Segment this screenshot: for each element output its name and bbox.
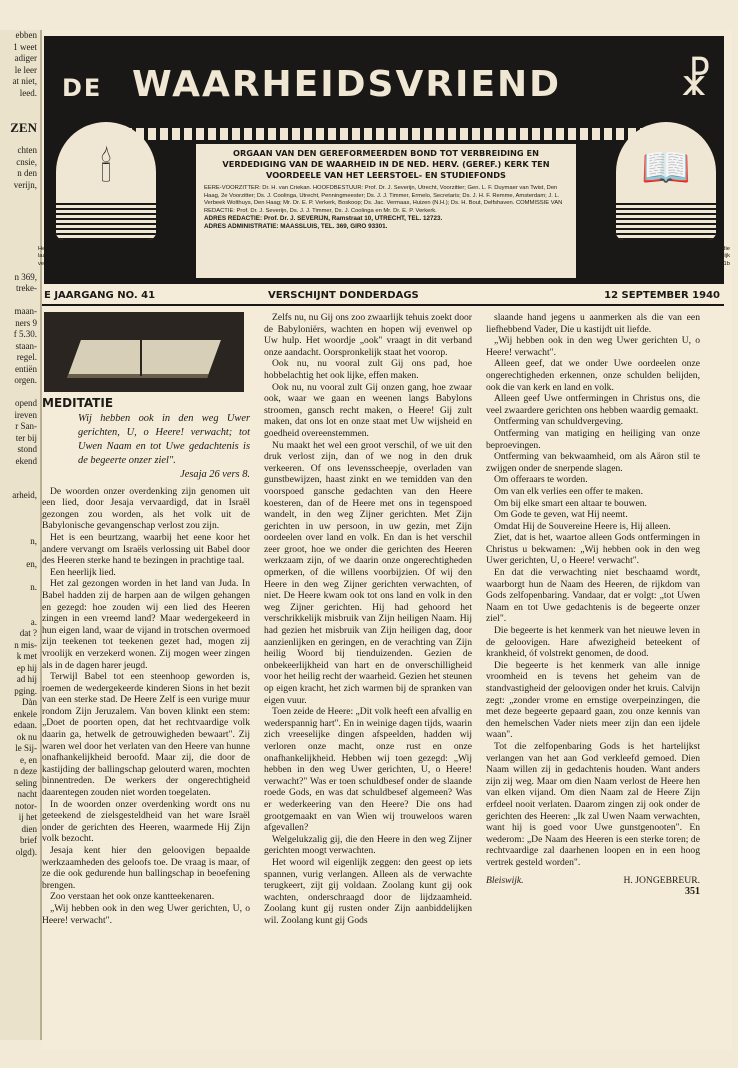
editor-address: ADRES REDACTIE: Prof. Dr. J. SEVERIJN, Ramstraat 10, UTRECHT, TEL. 12723. — [204, 215, 443, 223]
margin-fragment: stond — [17, 444, 37, 454]
margin-fragment: brief — [20, 835, 37, 845]
article-heading: MEDITATIE — [42, 396, 114, 410]
margin-fragment: chten — [17, 145, 37, 155]
open-bible-emblem-icon: 📖 — [616, 122, 716, 240]
paragraph: Het woord wil eigenlijk zeggen: den geest op iets spannen, vurig verlangen. Alleen als de verwachte terugkeert, zijt gij voldaan. Zoolang kunt gij ook wachten, onderschraagd door de lijdzaamheid. Zoolang kunt gij rusten onder Zijn aanbiddelijken wil. Zoolang kunt gij Gods — [264, 856, 472, 926]
margin-fragment: dien — [21, 823, 37, 834]
paragraph: Ontferming van matiging en heiliging van onze beproevingen. — [486, 427, 700, 451]
margin-fragment: ter bij — [15, 432, 37, 443]
paragraph: Welgelukzalig gij, die den Heere in den weg Zijner gerichten moogt verwachten. — [264, 833, 472, 857]
paragraph: „Wij hebben ook in den weg Uwer gerichten U, o Heere! verwacht". — [486, 335, 700, 358]
margin-fragment — [0, 605, 40, 617]
volume-number: E JAARGANG NO. 41 — [44, 290, 156, 301]
margin-fragment — [0, 571, 40, 583]
margin-fragment — [0, 203, 40, 215]
margin-fragment — [0, 548, 40, 560]
column-3-text — [486, 312, 700, 869]
paragraph: Het is een beurtzang, waarbij het eene koor het andere vervangt om Israëls verlossing uit Babel door des Heeren sterke hand te bezingen in prachtige taal. — [42, 531, 250, 567]
margin-fragment: n 369, — [14, 271, 37, 282]
margin-fragment: arheid, — [12, 490, 37, 500]
margin-fragment — [0, 260, 40, 272]
margin-fragment — [0, 191, 40, 203]
paragraph: Een heerlijk lied. — [50, 566, 116, 578]
paragraph: De woorden onzer overdenking zijn genomen uit een lied, door Jesaja vervaardigd, dat in Israël gezongen zou worden, als het volk uit de Babylonische gevangenschap verlost zou zijn. — [42, 485, 250, 532]
paragraph: Nu maakt het wel een groot verschil, of we uit den druk verlost zijn, dan of we nog in den druk verkeeren. Of ons levensscheepje, overladen van gunstbewijzen, haast zinkt en we temidden van den voorspoed gansche gedachten van den Heere koesteren, dan of de Heere met ons in tegenspoed wandelt, in den weg Zijner gerichten. Met Zijn gerichten in uw persoon, in uw gezin, met Zijn oordeelen over land en volk. En dan is het verschil zeer groot, hoe we onder die gerichten des Heeren werkzaam zijn, of we daarin onze ongerechtigheden opmerken, of die willens voorbijzien. Of wij den Heere in den weg Zijner gerichten verwachten, of niet. De Heere kwam ook tot ons land en volk in den weg Zijner gerichten. Hij had gehoord het verschrikkelijk misbruik van Zijn heiligen Naam. Hij had gezien het misbruik van Zijn heiligen dag, door aanzienlijken en geringen, en de verachting van Zijn heilig Woord bij tienduizenden. Gezien de onbekeerlijkheid van hart en de onverschilligheid voor het heilig recht der waarheid. Gezien het steunen op eigen kracht, het zich warmen bij de spranken van eigen vuur. — [264, 439, 472, 706]
margin-fragment: ebben — [15, 30, 37, 40]
margin-fragment — [0, 513, 40, 525]
column-3 — [486, 312, 700, 898]
margin-fragment: ij het — [18, 812, 37, 822]
paragraph: Zoo verstaan het ook onze kantteekenaren. — [50, 891, 215, 903]
paragraph: Toen zeide de Heere: „Dit volk heeft een afvallig en wederspannig hart". En in weinige dagen tijds, waarin zich vreeselijke dingen afspeelden, hadden wij verloren onze macht, onze rust en onze onafhankelijkheid. Hebben wij toen gezegd: „Wij hebben in den weg Uwer gerichten, U, o Heere! verwacht?" Was er toen schuldbesef onder de slaande roede Gods, en was dat schuldbesef algemeen? Was er wederkeering van den Heere? Die ons had grootgemaakt en van Wien wij trouweloos waren afgevallen? — [264, 706, 472, 834]
paragraph: Het zal gezongen worden in het land van Juda. In Babel hadden zij de harpen aan de wilgen gehangen en gezegd: hoe zouden wij een lied des Heeren zingen in een vreemd land? Maar wedergekeerd in hun eigen land, waar de vijand in trotschen overmoed zijn teekenen tot teekenen gezet had, mogen zij vroolijk en verzekerd wonen. Zij mogen weer zingen als in de dagen harer jeugd. — [42, 578, 250, 671]
verse-right: Heilige Vader! bewaar ze in Uwen Naam, die Gij mij gegeven hebt, opdat zij één zijn gelijk als wij. Johannes 17 : 11b — [615, 246, 730, 267]
paragraph: Om offeraars te worden. — [494, 474, 588, 486]
paragraph: Om bij elke smart een altaar te bouwen. — [494, 497, 647, 509]
margin-fragment — [0, 387, 40, 399]
margin-fragment: n den — [17, 168, 37, 178]
margin-fragment: nacht — [17, 789, 37, 799]
margin-fragment: a. — [30, 616, 37, 627]
publication-frequency: VERSCHIJNT DONDERDAGS — [268, 290, 419, 301]
title-name: WAARHEIDSVRIEND — [132, 64, 562, 105]
margin-fragment: ireven — [14, 409, 37, 420]
margin-fragment — [0, 249, 40, 261]
margin-fragment: enkele — [13, 708, 37, 719]
organ-description: ORGAAN VAN DEN GEREFORMEERDEN BOND TOT VERBREIDING EN VERDEDIGING VAN DE WAARHEID IN DE NED. HERV. (GEREF.) KERK TEN VOORDEELE VAN HET LEERSTOEL- EN STUDIEFONDS — [222, 148, 550, 180]
margin-fragment: olgd). — [15, 846, 37, 857]
paragraph: Ook nu, nu vooral zult Gij onzen gang, hoe zwaar ook, waar we gaan en weenen langs Babylons stroomen, gansch recht maken, o Heere! Gij zult maken, dat ons lot en onze staat met Uw wijsheid en goedheid overeenstemmen. — [264, 381, 472, 439]
paragraph: Ontferming van schuldvergeving. — [494, 416, 624, 428]
margin-fragment: e, en — [20, 754, 37, 765]
paragraph: Die begeerte is het kenmerk van alle innige vroomheid en is tevens het geheim van de standvastigheid der geloovigen onder het kruis. Calvijn zegt: „zonder vrome en ernstige overpeinzingen, die met deze begeerte gepaard gaan, zou onze kennis van den hemelschen Vader niets meer zijn dan een ijdele waan". — [486, 659, 700, 741]
signature-place: Bleiswijk. — [486, 874, 524, 886]
margin-fragment: regel. — [16, 352, 37, 362]
margin-fragment — [0, 295, 40, 307]
margin-fragment: notor- — [15, 800, 37, 811]
motto-source: Jesaja 26 vers 8. — [180, 468, 250, 480]
newspaper-front — [38, 30, 732, 1050]
margin-fragment: n. — [30, 582, 37, 592]
margin-fragment: opend — [15, 398, 37, 408]
title-article: DE — [62, 74, 103, 102]
open-book-illustration — [44, 312, 244, 392]
paragraph: Alleen geef Uwe ontfermingen in Christus ons, die veel zwaardere gerichten ons hebben waardig gemaakt. — [486, 393, 700, 416]
margin-fragment: dat ? — [19, 628, 37, 638]
column-2 — [264, 312, 472, 926]
paragraph: Ziet, dat is het, waartoe alleen Gods ontfermingen in Christus u bekwamen: „Wij hebben ook in den weg Uwer gerichten, U, o Heere! verwacht". — [486, 532, 700, 567]
column-2-text — [264, 312, 472, 926]
chi-rho-icon: ☧ — [679, 56, 712, 105]
paragraph: Om Gode te geven, wat Hij neemt. — [494, 509, 628, 521]
margin-fragment — [0, 467, 40, 479]
admin-address: ADRES ADMINISTRATIE: MAASSLUIS, TEL. 369, GIRO 93301. — [204, 223, 388, 231]
board-members: EERE-VOORZITTER: Dr. H. van Criekan. HOOFDBESTUUR: Prof. Dr. J. Severijn, Utrecht, Voorzitter; Gen. L. F. Duymaer van Twist, Den Haag, 2e Voorzitter; Ds. J. Coolinga, Utrecht, Penningmeester; Ds. J. J. Timmer, Ermelo, Secretaris; Ds. J. H. F. Remme, Amsterdam; J. L. Verbeek Wolthuys, Den Haag; Mr. Dr. E. P. Verkerk, Boskoop; Ds. Jac. Vermaas, Huizen (N.H.); Ds. H. Bout, Delfshaven. COMMISSIE VAN REDACTIE: Prof. Dr. J. Severijn, Ds. J. J. Timmer, Ds. J. Coolinga en Mr. Dr. E. P. Verkerk. — [204, 185, 563, 214]
margin-fragment: treke- — [16, 283, 37, 293]
masthead — [38, 36, 730, 284]
column-1 — [42, 312, 250, 926]
margin-fragment: Dàn — [22, 697, 37, 707]
margin-fragment: 1 weet — [13, 41, 37, 52]
margin-fragment: seling — [15, 777, 37, 788]
margin-fragment: cnsie, — [16, 156, 37, 167]
margin-fragment: ok nu — [16, 731, 37, 742]
margin-fragment: leed. — [19, 87, 37, 98]
masthead-stripe — [124, 128, 644, 140]
margin-fragment: k met — [16, 651, 37, 661]
paragraph: Alleen geef, dat we onder Uwe oordeelen onze ongerechtigheden erkennen, onze schulden belijden, ook die van kerk en land en volk. — [486, 358, 700, 393]
motto-text: Wij hebben ook in den weg Uwer gerichten, U, o Heere! verwacht; tot Uwen Naam en tot Uwe gedachtenis is de begeerte onzer ziel". — [78, 412, 250, 466]
margin-fragment: r San- — [15, 421, 37, 431]
margin-fragment: ep hij — [16, 662, 37, 673]
margin-fragment — [0, 525, 40, 537]
margin-fragment: adiger — [14, 53, 37, 63]
margin-fragment: ners 9 — [15, 317, 37, 328]
paragraph: Tot die zelfopenbaring Gods is het hartelijkst verlangen van het aan God verkleefd gemoed. Dien Naam willen zij in gedachtenis houden. Want anders zijn zij weg. Maar om dien Naam verlost de Heere hen van elken vijand. Om dien Naam zal de Heere Zijn erfdeel nooit verlaten. Daarom zingen zij ook onder de gerichten des Heeren: „Ik zal Uwen Naam verwachten, want hij is goed voor Uwe gunstgenooten". En wederom: „De Naam des Heeren is een sterke toren; de rechtvaardige zal daarhenen loopen en in een hoog vertrek gesteld worden". — [486, 740, 700, 868]
previous-page-margin — [0, 30, 42, 1040]
margin-fragment: ad hij — [16, 674, 37, 684]
issue-date: 12 SEPTEMBER 1940 — [604, 290, 720, 301]
margin-fragment: n deze — [13, 766, 37, 776]
margin-fragment: entiën — [15, 363, 37, 374]
lamp-emblem-icon: 🕯 — [56, 122, 156, 240]
margin-fragment — [0, 226, 40, 238]
paragraph: „Wij hebben ook in den weg Uwer gerichten, U, o Heere! verwacht". — [42, 902, 250, 926]
signature-author: H. JONGEBREUR. — [623, 874, 700, 886]
margin-fragment: pging. — [14, 685, 37, 696]
signature — [486, 875, 700, 887]
verse-left: Heere, God der heirscharen, brang ons weder; laat Uw aanschijn lichten, zoo zullen wij verlost worden. Psalm 80 : 20 — [38, 246, 158, 267]
paragraph: Omdat Hij de Souvereine Heere is, Hij alleen. — [494, 520, 671, 532]
margin-fragment — [0, 214, 40, 226]
dateline — [42, 288, 724, 306]
paragraph: Zelfs nu, nu Gij ons zoo zwaarlijk tehuis zoekt door de Babyloniërs, wachten en hopen wij evenwel op Uw hulp. Het woordje „ook" vraagt in dit verband onze aandacht. Oorspronkelijk staat het voorop. — [264, 312, 472, 358]
margin-fragment: verijn, — [13, 179, 37, 190]
margin-fragment: le leer — [14, 64, 37, 75]
paragraph: Terwijl Babel tot een steenhoop geworden is, roemen de wedergekeerde kinderen Sions in het bezit van een sterke stad. De Heere Zelf is een vurige muur rondom Zijn Jeruzalem. Van boven klinkt een stem: „Doet de poorten open, dat het rechtvaardige volk daarin ga, hetwelk de getrouwigheden bewaart". Zij waren wel door het verlaten van den Heere van hunne onafhankelijkheid beroofd. Maar zij, die door de kastijding der ballingschap gelouterd waren, mochten binnentreden. De werkers der ongerechtigheid daarentegen zouden niet worden toegelaten. — [42, 671, 250, 799]
paragraph: En dat die verwachting niet beschaamd wordt, waarborgt hun de Naam des Heeren, de rijkdom van Gods zelfopenbaring. Vandaar, dat er volgt: „tot Uwen Naam en tot Uwe gedachtenis is de begeerte onzer ziel". — [486, 567, 700, 625]
margin-fragment: n mis- — [14, 639, 37, 650]
margin-fragment: ekend — [15, 455, 37, 466]
column-1-text — [42, 486, 250, 927]
margin-fragment: en, — [26, 559, 37, 569]
page-number: 351 — [685, 886, 700, 898]
margin-fragment — [0, 479, 40, 491]
paragraph: Om van elk verlies een offer te maken. — [494, 485, 643, 497]
margin-fragment — [0, 99, 40, 111]
margin-fragment: f 5.30. — [13, 329, 37, 339]
margin-fragment — [0, 134, 40, 146]
margin-fragment: maan- — [14, 306, 37, 316]
margin-fragment: at niet, — [12, 76, 37, 86]
margin-fragment: staan- — [15, 340, 37, 351]
paragraph: Ontferming van bekwaamheid, om als Aäron stil te zwijgen onder de snerpende slagen. — [486, 451, 700, 474]
margin-fragment — [0, 594, 40, 606]
paragraph: In de woorden onzer overdenking wordt ons nu geteekend de zielsgesteldheid van het ware Israël onder de gerichten des Heeren, waarmede Hij Zijn volk bezocht. — [42, 798, 250, 845]
margin-fragment — [0, 502, 40, 514]
paragraph: slaande hand jegens u aanmerken als die van een liefhebbend Vader, Die u kastijdt uit liefde. — [486, 312, 700, 335]
margin-fragment — [0, 237, 40, 249]
margin-fragment: le Sij- — [15, 743, 37, 753]
paragraph: Die begeerte is het kenmerk van het nieuwe leven in de geloovigen. Hare afwezigheid beteekent of krankheid, óf volstrekt genomen, de dood. — [486, 625, 700, 660]
margin-fragment: ZEN — [10, 120, 37, 135]
paragraph: Ook nu, nu vooral zult Gij ons pad, hoe hobbelachtig het ook lijke, effen maken. — [264, 358, 472, 381]
margin-fragment: orgen. — [14, 375, 37, 385]
margin-fragment: edaan. — [13, 720, 37, 730]
masthead-info-box — [196, 144, 576, 278]
margin-fragment: n, — [30, 536, 37, 546]
paragraph: Jesaja kent hier den geloovigen bepaalde werkzaamheden des geloofs toe. De vraag is maar, of ze die ook gedurende hun ballingschap in beoefening brengen. — [42, 845, 250, 891]
article-motto — [42, 412, 250, 482]
